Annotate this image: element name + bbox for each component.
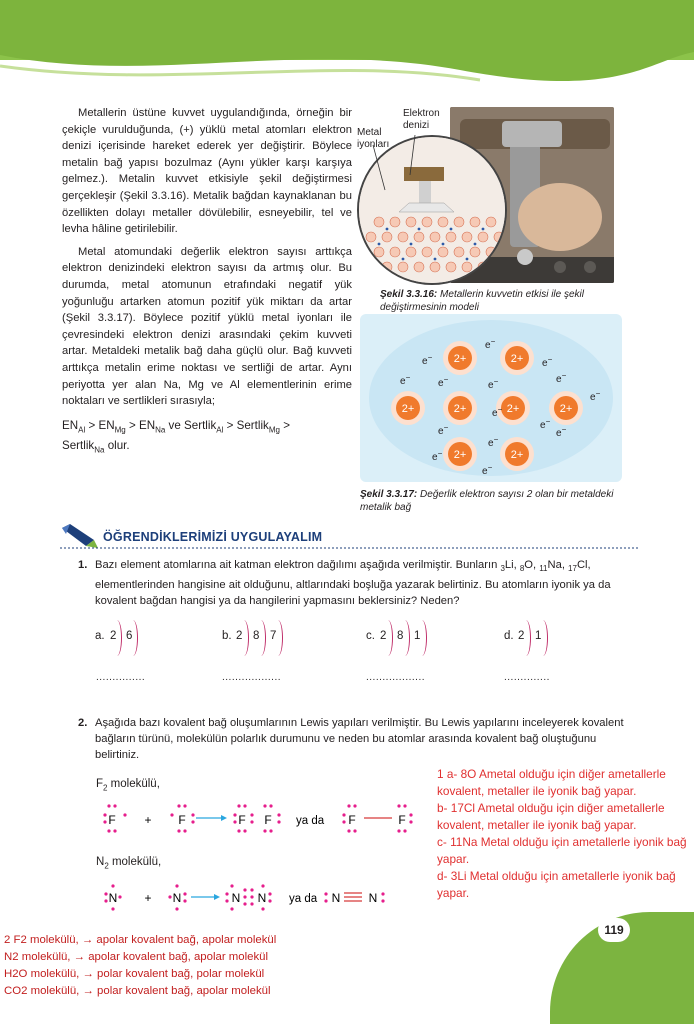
f2-atom-6: F bbox=[398, 813, 406, 827]
figure1-caption-num: Şekil 3.3.16: bbox=[380, 289, 438, 300]
svg-text:2+: 2+ bbox=[510, 353, 524, 365]
svg-text:2+: 2+ bbox=[559, 403, 573, 415]
question-1-number: 1. bbox=[78, 559, 88, 571]
f2-atom-1: F bbox=[108, 813, 116, 827]
question-2-text: Aşağıda bazı kovalent bağ oluşumlarının Lewis yapıları verilmiştir. Bu Lewis yapılarını inceleyerek kovalent bağların türünü, molekülün polarlık durumunu ve neden bu atomlar arasında kovalent bağ oluştuğunu belirtiniz. bbox=[95, 717, 624, 761]
n2-lewis-structure bbox=[96, 880, 426, 916]
electron: e− bbox=[422, 353, 433, 367]
section-heading bbox=[60, 524, 323, 546]
figure2-caption-text: Değerlik elektron sayısı 2 olan bir metaldeki metalik bağ bbox=[360, 489, 614, 513]
f2-atom-5: F bbox=[348, 813, 356, 827]
pencil-icon bbox=[60, 524, 100, 548]
label-ions: iyonları bbox=[357, 139, 390, 150]
n2-atom-5: N bbox=[331, 891, 341, 905]
n2-atom-4: N bbox=[257, 891, 267, 905]
f2-label: $F_2$ molekülü, bbox=[96, 778, 160, 793]
electron: e− bbox=[542, 355, 553, 369]
question-2 bbox=[78, 715, 638, 767]
electron: e− bbox=[556, 425, 567, 439]
svg-text:2+: 2+ bbox=[401, 403, 415, 415]
answer-q1-d: d- 3Li Metal olduğu için ametallerle iyonik bağ yapar. bbox=[437, 869, 676, 900]
answer-q1-a: 1 a- 8O Ametal olduğu için diğer ametallerle kovalent, metaller ile iyonik bağ yapar. bbox=[437, 767, 666, 798]
answer-q1-b: b- 17Cl Ametal olduğu için diğer ametallerle kovalent, metaller ile iyonik bağ yapar. bbox=[437, 801, 665, 832]
answer-q1-c: c- 11Na Metal olduğu için ametallerle iyonik bağ yapar. bbox=[437, 835, 687, 866]
electron: e− bbox=[438, 375, 449, 389]
n2-atom-6: N bbox=[368, 891, 378, 905]
electron: e− bbox=[488, 377, 499, 391]
metal-ion bbox=[500, 341, 534, 375]
figure2-caption-num: Şekil 3.3.17: bbox=[360, 489, 418, 500]
electron: e− bbox=[556, 371, 567, 385]
electron: e− bbox=[492, 405, 503, 419]
n2-atom-2: N bbox=[172, 891, 182, 905]
f2-lewis-structure bbox=[96, 800, 426, 840]
figure-electron-sea bbox=[360, 314, 622, 482]
n2-label: $N_2$ molekülü, bbox=[96, 856, 162, 871]
figure1-pointer-lines bbox=[355, 105, 617, 285]
electron: e− bbox=[488, 435, 499, 449]
figure1-caption-text: Metallerin kuvvetin etkisi ile şekil değiştirmesinin modeli bbox=[380, 289, 584, 313]
electron: e− bbox=[438, 423, 449, 437]
answers-q1 bbox=[437, 766, 689, 902]
question-1-text: Bazı element atomlarına ait katman elektron dağılımı aşağıda verilmiştir. Bunların $_3$Li, $_8$O, $_{11}$Na, $_{17}$Cl, elementlerinden hangisine ait olduğunu, altlarındaki boşluğa yazarak belirtiniz. Bu atomların iyonik ya da kovalent bağdan hangisi ya da hangilerini yapmasını beklersiniz? Neden? bbox=[95, 559, 611, 608]
label-metal: Metal bbox=[357, 127, 382, 138]
metal-ion bbox=[443, 391, 477, 425]
answer-q2-line-1: 2 F2 molekülü, → apolar kovalent bağ, apolar molekül bbox=[4, 934, 277, 946]
formula-line: $EN_{Al} > EN_{Mg} > EN_{Na}$ ve Sertlik$_{Al}$ > Sertlik$_{Mg}$ > Sertlik$_{Na}$ olur. bbox=[62, 418, 290, 455]
n2-ya-da: ya da bbox=[289, 893, 318, 905]
f2-plus: + bbox=[144, 813, 152, 827]
n2-atom-1: N bbox=[108, 891, 118, 905]
svg-text:2+: 2+ bbox=[453, 449, 467, 461]
label-electron: Elektron bbox=[403, 108, 440, 119]
n2-atom-3: N bbox=[231, 891, 241, 905]
question-1 bbox=[78, 557, 638, 613]
electron: e− bbox=[590, 389, 601, 403]
svg-text:2+: 2+ bbox=[453, 403, 467, 415]
metal-ion bbox=[549, 391, 583, 425]
paragraph-1: Metallerin üstüne kuvvet uygulandığında, örneğin bir çekiçle vurulduğunda, (+) yüklü metal atomları elektron denizi içerisinde hareket ederek yer değiştirir. Böylece metalin bağ yapısı bozulmaz (Aynı yükler karşı karşıya gelmez.). Metalin kuvvet etkisiyle şekil değiştirmesi gerçekleşir (Şekil 3.3.16). Metalik bağdan kaynaklanan bu özellikten dolayı metaller dövülebilir, esneyebilir, tel ve levha hâline getirilebilir. bbox=[62, 107, 352, 236]
f2-atom-4: F bbox=[264, 813, 272, 827]
label-sea: denizi bbox=[403, 120, 430, 131]
figure-hammer-metal bbox=[355, 105, 617, 285]
figure1-caption bbox=[380, 288, 620, 314]
metal-ion bbox=[391, 391, 425, 425]
metal-ion bbox=[443, 341, 477, 375]
electron: e− bbox=[400, 373, 411, 387]
top-decorative-band bbox=[0, 0, 694, 90]
answer-q2-line-3: H2O molekülü, → polar kovalent bağ, polar molekül bbox=[4, 968, 265, 980]
question-2-number: 2. bbox=[78, 717, 88, 729]
metal-ion bbox=[500, 437, 534, 471]
svg-text:2+: 2+ bbox=[510, 449, 524, 461]
electron: e− bbox=[485, 337, 496, 351]
paragraph-2: Metal atomundaki değerlik elektron sayısı arttıkça elektron denizindeki elektron sayısı da artmış olur. Bu durumda, metal atomunun etrafındaki negatif yük yoğunluğu artarken atomun pozitif yük miktarı da artar (Şekil 3.3.17). Böylece pozitif yüklü metal iyonları ile çevresindeki elektron denizi arasındaki çekim kuvveti artar. Metaldeki metalik bağ daha güçlü olur. Bağ kuvveti arttıkça metalin erime noktası ve sertliği de artar. Aynı periyotta yer alan Na, Mg ve Al elementlerinin erime noktaları ve sertlikleri sırasıyla; bbox=[62, 245, 352, 408]
svg-text:2+: 2+ bbox=[506, 403, 520, 415]
f2-atom-3: F bbox=[238, 813, 246, 827]
answer-q2-line-4: CO2 molekülü, → polar kovalent bağ, apolar molekül bbox=[4, 985, 271, 997]
section-divider bbox=[60, 546, 640, 550]
svg-text:2+: 2+ bbox=[453, 353, 467, 365]
page-number: 119 bbox=[598, 918, 630, 942]
electron: e− bbox=[540, 417, 551, 431]
answer-q2-line-2: N2 molekülü, → apolar kovalent bağ, apolar molekül bbox=[4, 951, 269, 963]
body-text-column bbox=[62, 105, 352, 458]
electron: e− bbox=[482, 463, 493, 477]
n2-plus: + bbox=[144, 891, 152, 905]
figure2-caption bbox=[360, 488, 622, 514]
f2-atom-2: F bbox=[178, 813, 186, 827]
electron: e− bbox=[432, 449, 443, 463]
answers-q2 bbox=[4, 932, 276, 1000]
electron-sea-diagram bbox=[360, 314, 622, 482]
section-title: ÖĞRENDİKLERİMİZİ UYGULAYALIM bbox=[103, 530, 323, 544]
metal-ion bbox=[443, 437, 477, 471]
f2-ya-da: ya da bbox=[296, 815, 325, 827]
